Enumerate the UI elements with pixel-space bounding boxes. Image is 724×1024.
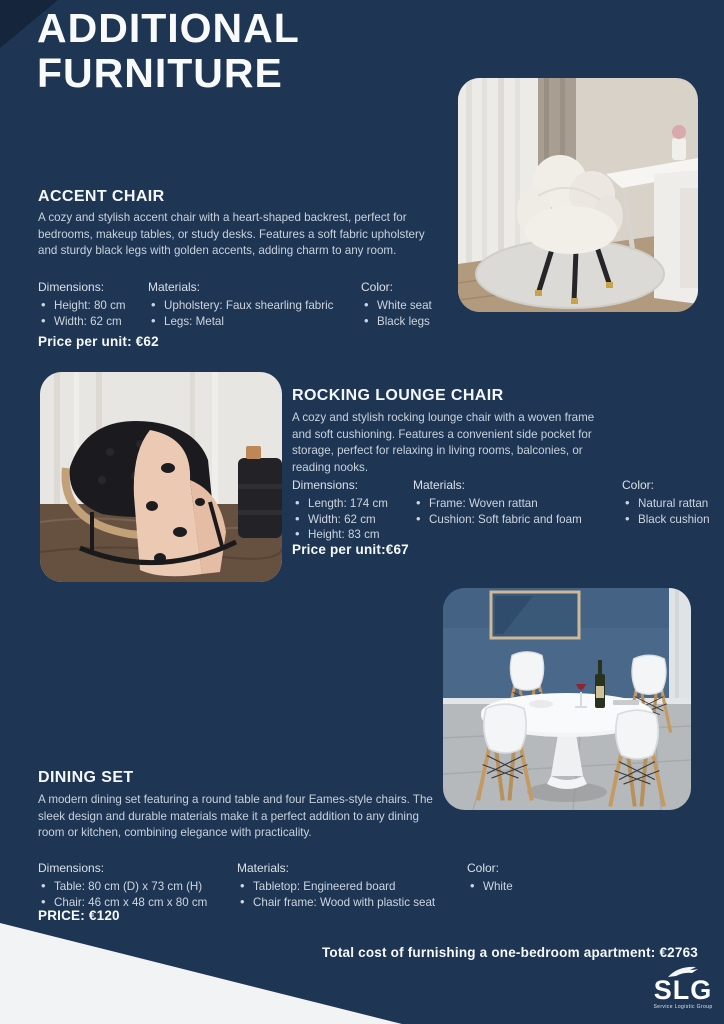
color-label: Color: [622,478,655,492]
list-item: • Black legs [361,314,432,330]
list-item: • Legs: Metal [148,314,333,330]
rocking-lounge-chair-photo [40,372,282,582]
dimensions-label: Dimensions: [292,478,359,492]
list-item: • White seat [361,298,432,314]
rocking-chair-materials-column [413,478,582,527]
list-item: • Height: 80 cm [38,298,126,314]
color-list [622,496,710,527]
list-item: • Frame: Woven rattan [413,496,582,512]
rocking-chair-color-column [622,478,710,527]
materials-list [148,298,333,329]
materials-label: Materials: [237,861,290,875]
rocking-chair-dimensions-column [292,478,388,543]
list-item: • Upholstery: Faux shearling fabric [148,298,333,314]
rocking-lounge-chair-heading: ROCKING LOUNGE CHAIR [292,387,504,404]
slg-logo [648,964,718,1010]
materials-label: Materials: [413,478,466,492]
color-list [361,298,432,329]
dimensions-label: Dimensions: [38,280,105,294]
rocking-lounge-chair-description: A cozy and stylish rocking lounge chair with a woven frame and soft cushioning. Features a convenient side pocket for storage, perfect for relaxing in living rooms, balconies, or reading nooks. [292,411,595,474]
dining-set-price: PRICE: €120 [38,908,120,923]
list-item: • Cushion: Soft fabric and foam [413,512,582,528]
page-title-line2: FURNITURE [37,50,283,96]
accent-chair-photo [458,78,698,312]
list-item: • Length: 174 cm [292,496,388,512]
materials-list [237,879,435,910]
accent-chair-color-column [361,280,432,329]
materials-label: Materials: [148,280,201,294]
page-title [37,6,300,96]
list-item: • Width: 62 cm [292,512,388,528]
list-item: • White [467,879,513,895]
dining-set-materials-column [237,861,435,910]
dimensions-list [38,298,126,329]
list-item: • Width: 62 cm [38,314,126,330]
list-item: • Tabletop: Engineered board [237,879,435,895]
dining-set-description: A modern dining set featuring a round table and four Eames-style chairs. The sleek design and durable materials make it a perfect addition to any dining room or kitchen, combining elegance with practicality. [38,793,433,839]
accent-chair-description: A cozy and stylish accent chair with a heart-shaped backrest, perfect for bedrooms, makeup tables, or study desks. Features a soft fabric upholstery and sturdy black legs with golden accents, adding charm to any room. [38,211,425,257]
color-label: Color: [467,861,500,875]
color-list [467,879,513,895]
dining-set-photo [443,588,691,810]
dining-set-dimensions-column [38,861,207,910]
dining-set-heading: DINING SET [38,769,134,786]
list-item: • Table: 80 cm (D) x 73 cm (H) [38,879,207,895]
list-item: • Chair: 46 cm x 48 cm x 80 cm [38,895,207,911]
list-item: • Natural rattan [622,496,710,512]
accent-chair-dimensions-column [38,280,126,329]
accent-chair-heading: ACCENT CHAIR [38,188,165,205]
page-title-line1: ADDITIONAL [37,5,300,51]
bottom-wedge-decoration [0,923,402,1024]
accent-chair-price: Price per unit: €62 [38,334,159,349]
accent-chair-materials-column [148,280,333,329]
list-item: • Chair frame: Wood with plastic seat [237,895,435,911]
color-label: Color: [361,280,394,294]
dimensions-list [38,879,207,910]
dining-set-color-column [467,861,513,895]
logo-subtext: Service Logistic Group [653,1004,713,1010]
list-item: • Height: 83 cm [292,527,388,543]
dimensions-label: Dimensions: [38,861,105,875]
logo-text: SLG [653,975,713,1005]
dimensions-list [292,496,388,543]
materials-list [413,496,582,527]
rocking-chair-price: Price per unit:€67 [292,542,409,557]
list-item: • Black cushion [622,512,710,528]
total-cost-text: Total cost of furnishing a one-bedroom apartment: €2763 [321,945,698,960]
